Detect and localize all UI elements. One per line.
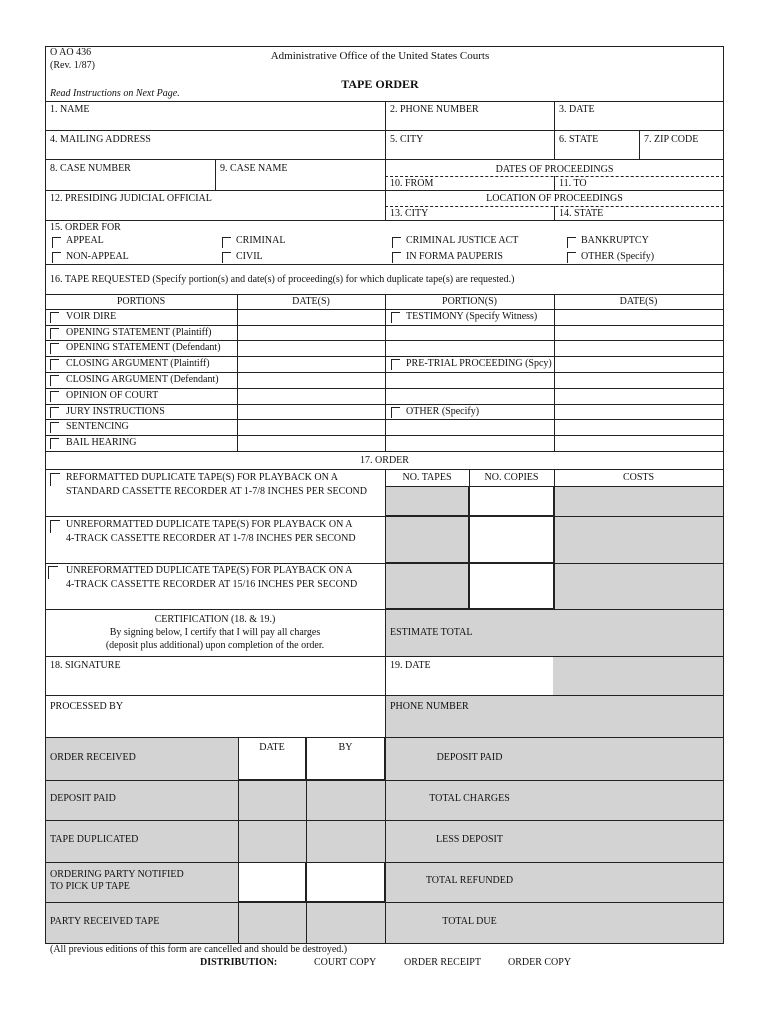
case-name-field[interactable]: 9. CASE NAME (220, 163, 288, 174)
bail-hearing-label: BAIL HEARING (66, 437, 137, 448)
no-copies-input-2[interactable] (469, 516, 554, 563)
pretrial-label: PRE-TRIAL PROCEEDING (Spcy) (406, 358, 552, 369)
opinion-label: OPINION OF COURT (66, 390, 159, 401)
zip-field[interactable]: 7. ZIP CODE (644, 134, 699, 145)
dates-of-proceedings-label: DATES OF PROCEEDINGS (495, 164, 614, 175)
closing-defendant-checkbox[interactable] (50, 375, 59, 386)
no-copies-header: NO. COPIES (484, 472, 539, 483)
cja-label: CRIMINAL JUSTICE ACT (406, 235, 519, 246)
case-number-field[interactable]: 8. CASE NUMBER (50, 163, 131, 174)
order-copy-label: ORDER COPY (508, 957, 572, 968)
bankruptcy-label: BANKRUPTCY (581, 235, 649, 246)
closing-plaintiff-label: CLOSING ARGUMENT (Plaintiff) (66, 358, 210, 369)
location-city-field[interactable]: 13. CITY (390, 208, 429, 219)
jury-instructions-checkbox[interactable] (50, 407, 59, 418)
appeal-checkbox[interactable] (52, 237, 61, 248)
no-tapes-input-2[interactable] (385, 516, 469, 563)
reformatted-line1: REFORMATTED DUPLICATE TAPE(S) FOR PLAYBACK ON A (66, 472, 339, 483)
no-copies-input-3[interactable] (469, 563, 554, 609)
reformatted-line2: STANDARD CASSETTE RECORDER AT 1-7/8 INCHES PER SECOND (66, 486, 367, 497)
tape-duplicated-label: TAPE DUPLICATED (50, 834, 139, 845)
location-of-proceedings-label: LOCATION OF PROCEEDINGS (486, 193, 623, 204)
party-notified-line2: TO PICK UP TAPE (50, 881, 130, 892)
reformatted-checkbox[interactable] (50, 473, 60, 486)
non-appeal-label: NON-APPEAL (66, 251, 129, 262)
order-label: 17. ORDER (360, 455, 409, 466)
less-deposit-label: LESS DEPOSIT (436, 834, 503, 845)
state-field[interactable]: 6. STATE (559, 134, 599, 145)
form-id: O AO 436 (50, 47, 92, 58)
date-cell-4[interactable] (238, 862, 306, 902)
total-due-label: TOTAL DUE (442, 916, 497, 927)
pretrial-checkbox[interactable] (391, 359, 400, 370)
testimony-label: TESTIMONY (Specify Witness) (406, 311, 538, 322)
form-revision: (Rev. 1/87) (50, 60, 95, 71)
order-for-label: 15. ORDER FOR (50, 222, 121, 233)
certification-line1: By signing below, I certify that I will pay all charges (109, 627, 321, 638)
signature-date-field[interactable]: 19. DATE (390, 660, 431, 671)
date-field[interactable]: 3. DATE (559, 104, 595, 115)
voir-dire-label: VOIR DIRE (66, 311, 117, 322)
tape-requested-label: 16. TAPE REQUESTED (Specify portion(s) and date(s) of proceeding(s) for which duplicate tape(s) are requested.) (50, 274, 515, 285)
jury-instructions-label: JURY INSTRUCTIONS (66, 406, 165, 417)
unreformatted-1-checkbox[interactable] (50, 520, 60, 533)
by-cell-4[interactable] (306, 862, 385, 902)
processed-by-field[interactable]: PROCESSED BY (50, 701, 124, 712)
bankruptcy-checkbox[interactable] (567, 237, 576, 248)
city-field[interactable]: 5. CITY (390, 134, 424, 145)
unreformatted-2-checkbox[interactable] (48, 566, 58, 579)
cja-checkbox[interactable] (392, 237, 401, 248)
closing-defendant-label: CLOSING ARGUMENT (Defendant) (66, 374, 219, 385)
no-tapes-input-3[interactable] (385, 563, 469, 609)
appeal-label: APPEAL (66, 235, 104, 246)
non-appeal-checkbox[interactable] (52, 252, 61, 263)
portions-header: PORTIONS (116, 296, 166, 307)
to-field[interactable]: 11. TO (559, 178, 587, 189)
instructions-note: Read Instructions on Next Page. (50, 88, 180, 99)
bail-hearing-checkbox[interactable] (50, 438, 59, 449)
total-charges-label: TOTAL CHARGES (429, 793, 510, 804)
by-column-header: BY (338, 742, 353, 753)
processing-shade (385, 695, 723, 943)
no-tapes-header: NO. TAPES (402, 472, 452, 483)
no-copies-input-1[interactable] (469, 486, 554, 516)
location-state-field[interactable]: 14. STATE (559, 208, 604, 219)
footer-note: (All previous editions of this form are cancelled and should be destroyed.) (50, 944, 348, 955)
name-field[interactable]: 1. NAME (50, 104, 90, 115)
party-received-label: PARTY RECEIVED TAPE (50, 916, 160, 927)
testimony-checkbox[interactable] (391, 312, 400, 323)
sentencing-label: SENTENCING (66, 421, 129, 432)
ifp-label: IN FORMA PAUPERIS (406, 251, 503, 262)
certification-line2: (deposit plus additional) upon completion of the order. (105, 640, 325, 651)
unreformatted-2-line2: 4-TRACK CASSETTE RECORDER AT 15/16 INCHES PER SECOND (66, 579, 358, 590)
deposit-paid-left-label: DEPOSIT PAID (50, 793, 116, 804)
from-field[interactable]: 10. FROM (390, 178, 434, 189)
ifp-checkbox[interactable] (392, 252, 401, 263)
deposit-paid-right-label: DEPOSIT PAID (436, 752, 503, 763)
criminal-checkbox[interactable] (222, 237, 231, 248)
civil-checkbox[interactable] (222, 252, 231, 263)
party-notified-line1: ORDERING PARTY NOTIFIED (50, 869, 184, 880)
date-shade (553, 656, 723, 695)
order-receipt-label: ORDER RECEIPT (404, 957, 481, 968)
signature-field[interactable]: 18. SIGNATURE (50, 660, 121, 671)
court-copy-label: COURT COPY (314, 957, 377, 968)
other-order-label: OTHER (Specify) (581, 251, 655, 262)
phone-field[interactable]: 2. PHONE NUMBER (390, 104, 479, 115)
dates-header: DATE(S) (292, 296, 330, 307)
sentencing-checkbox[interactable] (50, 422, 59, 433)
unreformatted-1-line1: UNREFORMATTED DUPLICATE TAPE(S) FOR PLAYBACK ON A (66, 519, 353, 530)
portions-header-right: PORTION(S) (442, 296, 497, 307)
opening-defendant-checkbox[interactable] (50, 343, 59, 354)
civil-label: CIVIL (236, 251, 263, 262)
opening-defendant-label: OPENING STATEMENT (Defendant) (66, 342, 221, 353)
total-refunded-label: TOTAL REFUNDED (425, 875, 514, 886)
opinion-checkbox[interactable] (50, 391, 59, 402)
other-portion-checkbox[interactable] (391, 407, 400, 418)
certification-title: CERTIFICATION (18. & 19.) (154, 614, 276, 625)
distribution-label: DISTRIBUTION: (200, 957, 278, 968)
processing-phone-label: PHONE NUMBER (390, 701, 469, 712)
judicial-official-field[interactable]: 12. PRESIDING JUDICIAL OFFICIAL (50, 193, 212, 204)
opening-plaintiff-label: OPENING STATEMENT (Plaintiff) (66, 327, 212, 338)
estimate-total-label: ESTIMATE TOTAL (390, 627, 473, 638)
dates-header-right: DATE(S) (619, 296, 658, 307)
other-order-checkbox[interactable] (567, 252, 576, 263)
form-title: TAPE ORDER (341, 77, 419, 91)
agency-name: Administrative Office of the United States Courts (270, 50, 490, 62)
order-received-label: ORDER RECEIVED (50, 752, 136, 763)
date-column-header: DATE (259, 742, 285, 753)
no-tapes-input-1[interactable] (385, 486, 469, 516)
criminal-label: CRIMINAL (236, 235, 286, 246)
unreformatted-2-line1: UNREFORMATTED DUPLICATE TAPE(S) FOR PLAYBACK ON A (66, 565, 353, 576)
costs-header: COSTS (622, 472, 655, 483)
closing-plaintiff-checkbox[interactable] (50, 359, 59, 370)
voir-dire-checkbox[interactable] (50, 312, 59, 323)
other-portion-label: OTHER (Specify) (406, 406, 480, 417)
opening-plaintiff-checkbox[interactable] (50, 328, 59, 339)
mailing-address-field[interactable]: 4. MAILING ADDRESS (50, 134, 151, 145)
unreformatted-1-line2: 4-TRACK CASSETTE RECORDER AT 1-7/8 INCHES PER SECOND (66, 533, 356, 544)
